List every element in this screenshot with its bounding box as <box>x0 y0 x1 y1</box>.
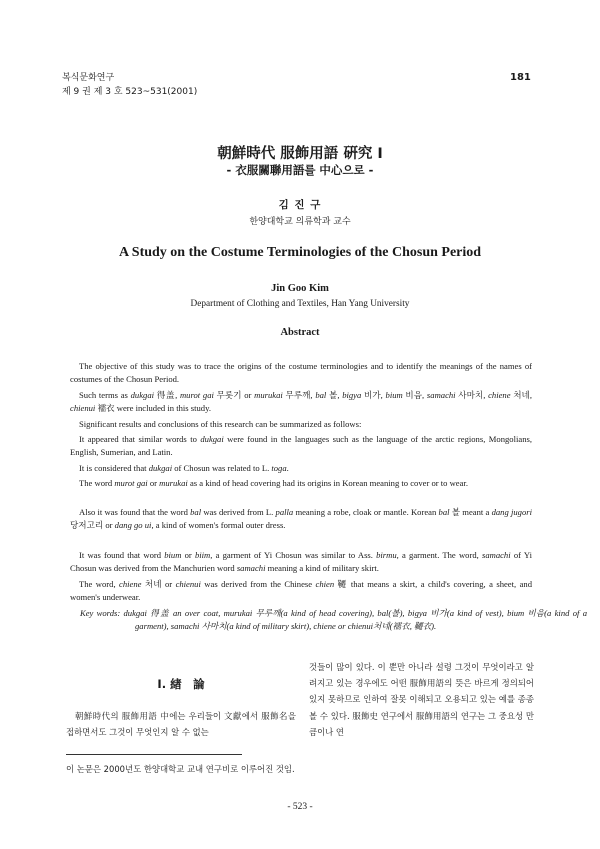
author-name-english: Jin Goo Kim <box>271 283 329 294</box>
journal-name: 복식문화연구 <box>62 73 115 83</box>
abstract-heading: Abstract <box>280 327 320 338</box>
title-english: A Study on the Costume Terminologies of the Chosun Period <box>118 245 482 260</box>
footnote: 이 논문은 2000년도 한양대학교 교내 연구비로 이루어진 것임. <box>66 764 295 774</box>
abstract-paragraph: It was found that word bium or biim, a garment of Yi Chosun was similar to Ass. birmu, a garment. The word, samachi of Yi Chosun was derived from the Manchurien word samachi meaning a kind of military skirt. <box>70 550 532 574</box>
subtitle-korean: - 衣服關聯用語를 中心으로 - <box>226 163 374 177</box>
author-name-korean: 김 진 구 <box>278 199 322 211</box>
abstract-paragraph: It appeared that similar words to dukgai were found in the languages such as the language of the arctic regions, Mongolians, English, Sumerian, and Latin. <box>70 434 532 458</box>
author-affiliation-english: Department of Clothing and Textiles, Han Yang University <box>190 299 410 309</box>
abstract-paragraph: The word, chiene 처네 or chienui was derived from the Chinese chien 韆 that means a skirt, a child's covering, a sheet, and women's underwear. <box>70 579 532 603</box>
abstract-paragraph: Also it was found that the word bal was derived from L. palla meaning a robe, cloak or mantle. Korean bal 볼 meant a dang jugori 당저고리 or dang go ui, a kind of women's formal outer dress. <box>70 507 532 531</box>
abstract-paragraph: The word murot gai or murukai as a kind of head covering had its origins in Korean meaning to cover or to wear. <box>79 478 468 488</box>
abstract-paragraph: The objective of this study was to trace the origins of the costume terminologies and to identify the meanings of the names of costumes of the Chosun Period. <box>70 361 532 385</box>
page-number: - 523 - <box>287 802 313 812</box>
title-korean: 朝鮮時代 服飾用語 硏究 Ⅰ <box>217 146 383 162</box>
author-affiliation-korean: 한양대학교 의류학과 교수 <box>249 217 351 227</box>
abstract-paragraph: Significant results and conclusions of this research can be summarized as follows: <box>79 419 362 429</box>
keywords: Key words: dukgai 得盖 an over coat, murukai 무루깨(a kind of head covering), bal(볼), bigya 비가(a kind of vest), bium 비음(a kind of a garment), samachi 사마치(a kind of military skirt), chiene or chienui처네(襦衣, 韆衣). <box>80 608 587 632</box>
body-right-column: 것들이 많이 있다. 이 뿐만 아니라 설령 그것이 무엇이라고 알려지고 있는 경우에도 어떤 服飾用語의 뜻은 바르게 정의되어 있지 못하므로 인하여 잘못 이해되고 오용되고 있는 예를 종종 볼 수 있다. 服飾史 연구에서 服飾用語의 연구는 그 중요성 만큼이나 연 <box>309 662 534 737</box>
abstract-paragraph: It is considered that dukgai of Chosun was related to L. toga. <box>79 463 289 473</box>
abstract-paragraph: Such terms as dukgai 得盖, murot gai 무롯기 or murukai 무루깨, bal 볼, bigya 비가, bium 비음, samachi 사마치, chiene 처네, chienui 襦衣 were included in this study. <box>70 390 533 414</box>
body-left-column: 朝鮮時代의 服飾用語 中에는 우리들이 文獻에서 服飾名을 접하면서도 그것이 무엇인지 알 수 없는 <box>66 711 296 738</box>
section-heading: Ⅰ. 緖 論 <box>157 677 205 691</box>
top-page-number: 181 <box>510 72 531 83</box>
journal-volume: 제 9 권 제 3 호 523~531(2001) <box>62 87 198 97</box>
footnote-divider <box>66 754 242 755</box>
